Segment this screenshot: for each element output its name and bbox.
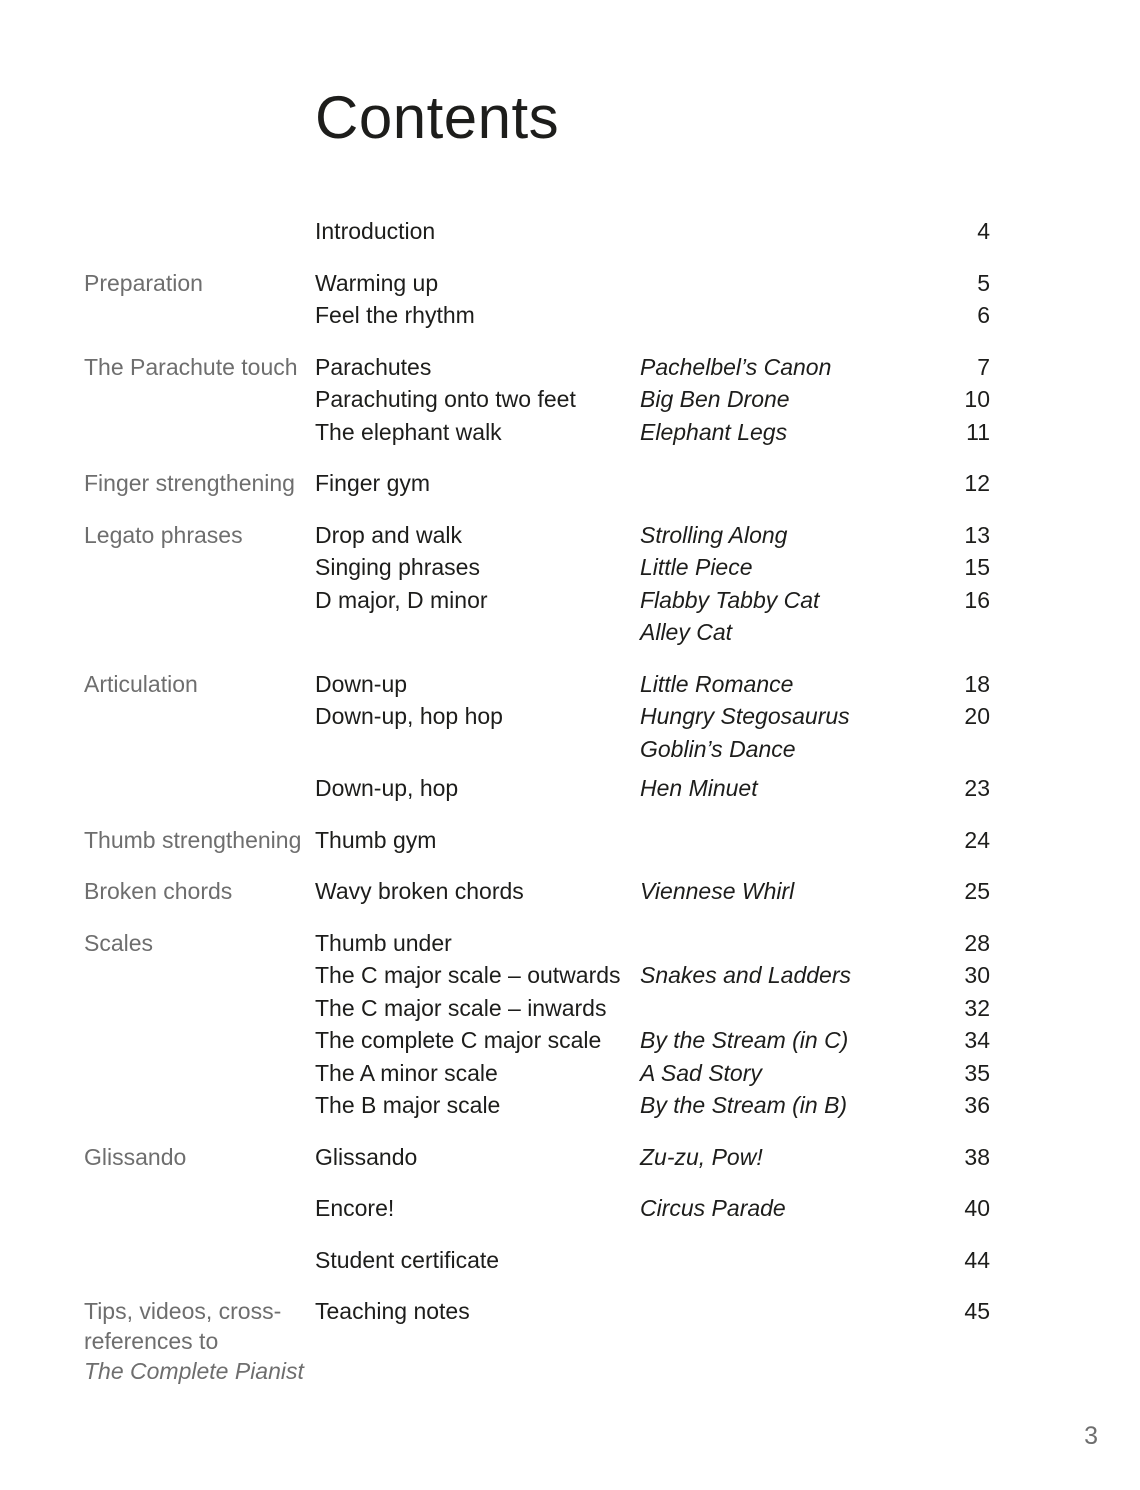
toc-entry	[315, 668, 990, 701]
toc-group	[84, 1141, 990, 1174]
entry-page: 10	[964, 386, 990, 412]
toc-entry	[315, 467, 990, 500]
entry-page: 4	[977, 218, 990, 244]
toc-entry	[315, 215, 990, 248]
entry-activity: Down-up	[315, 670, 408, 697]
entry-page: 15	[964, 554, 990, 580]
toc-entry	[315, 1192, 990, 1225]
toc-entry	[315, 992, 990, 1025]
entry-activity: D major, D minor	[315, 586, 488, 613]
group-category	[84, 519, 315, 550]
group-lines	[315, 215, 990, 248]
entry-page: 20	[964, 703, 990, 729]
entry-page: 5	[977, 269, 990, 296]
group-category-label: Thumb strengthening	[84, 826, 302, 853]
entry-activity: Glissando	[315, 1143, 418, 1170]
entry-activity: Feel the rhythm	[315, 302, 475, 328]
group-lines	[315, 467, 990, 500]
entry-activity: Parachuting onto two feet	[315, 386, 576, 412]
entry-page: 35	[964, 1059, 990, 1086]
entry-piece: Big Ben Drone	[640, 386, 790, 412]
entry-activity: The C major scale – inwards	[315, 994, 607, 1021]
group-lines	[315, 1192, 990, 1225]
entry-activity: Wavy broken chords	[315, 878, 524, 904]
group-lines	[315, 927, 990, 1122]
group-lines	[315, 1244, 990, 1277]
page-content	[84, 84, 990, 1405]
entry-piece: Snakes and Ladders	[640, 962, 851, 988]
entry-piece	[640, 267, 924, 300]
toc-entry	[315, 824, 990, 857]
entry-piece	[640, 467, 924, 500]
toc-entry	[315, 519, 990, 552]
entry-activity: Finger gym	[315, 470, 431, 496]
group-category	[84, 668, 315, 699]
entry-activity: The A minor scale	[315, 1059, 498, 1086]
entry-piece: By the Stream (in C)	[640, 1027, 849, 1053]
toc-entry	[315, 1244, 990, 1277]
entry-piece: Little Romance	[640, 670, 794, 697]
group-category-label: Legato phrases	[84, 521, 243, 548]
group-category	[84, 875, 315, 906]
entry-activity: Drop and walk	[315, 521, 463, 548]
entry-page: 36	[964, 1092, 990, 1118]
entry-page: 6	[977, 302, 990, 328]
entry-activity: The B major scale	[315, 1092, 501, 1118]
entry-piece	[640, 299, 924, 332]
group-lines	[315, 1141, 990, 1174]
page-title: Contents	[315, 84, 560, 151]
entry-page: 16	[964, 586, 990, 613]
entry-piece: Viennese Whirl	[640, 878, 795, 904]
group-category	[84, 215, 315, 216]
toc-group	[84, 668, 990, 805]
toc-entry	[315, 875, 990, 908]
entry-piece: A Sad Story	[640, 1059, 762, 1086]
group-category	[84, 1192, 315, 1193]
toc-entry	[315, 959, 990, 992]
entry-page: 7	[977, 353, 990, 380]
group-lines	[315, 668, 990, 805]
entry-activity: Encore!	[315, 1195, 395, 1221]
toc-entry	[315, 927, 990, 960]
entry-activity: Singing phrases	[315, 554, 480, 580]
toc-group	[84, 467, 990, 500]
group-category	[84, 1295, 315, 1386]
entry-piece: By the Stream (in B)	[640, 1092, 848, 1118]
toc-group	[84, 351, 990, 449]
toc-entry	[315, 1024, 990, 1057]
entry-page: 45	[964, 1298, 990, 1324]
entry-activity: The complete C major scale	[315, 1027, 602, 1053]
group-category-label: Tips, videos, cross-references to	[84, 1298, 282, 1354]
entry-piece: Pachelbel’s Canon	[640, 353, 832, 380]
toc-group	[84, 875, 990, 908]
toc-entry	[315, 1141, 990, 1174]
entry-piece: Little Piece	[640, 554, 753, 580]
entry-piece: Alley Cat	[640, 619, 733, 645]
toc-group	[84, 215, 990, 248]
toc-group	[84, 927, 990, 1122]
entry-activity: Student certificate	[315, 1246, 500, 1273]
toc-group	[84, 1295, 990, 1386]
entry-page: 24	[964, 826, 990, 853]
group-lines	[315, 519, 990, 649]
group-category-label: Finger strengthening	[84, 470, 295, 496]
group-category	[84, 351, 315, 382]
toc-entry	[315, 383, 990, 416]
toc-group	[84, 1192, 990, 1225]
entry-piece	[640, 927, 924, 960]
group-category-label: Scales	[84, 929, 154, 956]
entry-page: 12	[964, 470, 990, 496]
entry-page: 18	[964, 670, 990, 697]
group-category	[84, 1141, 315, 1172]
toc-entry	[315, 1295, 990, 1328]
entry-activity	[315, 733, 640, 766]
entry-piece: Flabby Tabby Cat	[640, 586, 820, 613]
group-category	[84, 824, 315, 855]
entry-piece	[640, 824, 924, 857]
toc-entry	[315, 351, 990, 384]
entry-piece: Hungry Stegosaurus	[640, 703, 850, 729]
toc-entry	[315, 1057, 990, 1090]
entry-activity: Down-up, hop hop	[315, 703, 503, 729]
group-lines	[315, 824, 990, 857]
entry-activity: Introduction	[315, 218, 436, 244]
group-category	[84, 1244, 315, 1245]
entry-piece: Strolling Along	[640, 521, 788, 548]
toc-entry	[315, 733, 990, 766]
toc-group	[84, 519, 990, 649]
entry-page: 23	[964, 775, 990, 801]
entry-page: 40	[964, 1195, 990, 1221]
entry-page: 13	[964, 521, 990, 548]
toc-group	[84, 1244, 990, 1277]
entry-activity: Teaching notes	[315, 1298, 470, 1324]
group-lines	[315, 351, 990, 449]
group-category-label: The Parachute touch	[84, 353, 298, 380]
toc-entry	[315, 584, 990, 617]
entry-piece	[640, 992, 924, 1025]
entry-piece: Goblin’s Dance	[640, 735, 796, 762]
entry-activity	[315, 616, 640, 649]
entry-activity: Parachutes	[315, 353, 432, 380]
group-category-label: Articulation	[84, 670, 198, 697]
group-category-italic-label: The Complete Pianist	[84, 1358, 304, 1384]
group-category	[84, 467, 315, 498]
entry-piece: Elephant Legs	[640, 418, 788, 445]
toc	[84, 215, 990, 1386]
toc-entry	[315, 772, 990, 805]
group-category-label: Preparation	[84, 269, 203, 296]
entry-page: 25	[964, 878, 990, 904]
entry-page: 11	[966, 418, 990, 445]
entry-page	[924, 733, 990, 766]
entry-page: 30	[964, 962, 990, 988]
entry-piece	[640, 215, 924, 248]
toc-entry	[315, 616, 990, 649]
toc-group	[84, 267, 990, 332]
entry-page: 34	[964, 1027, 990, 1053]
entry-piece: Hen Minuet	[640, 775, 758, 801]
toc-entry	[315, 299, 990, 332]
entry-page: 32	[964, 994, 990, 1021]
entry-activity: The elephant walk	[315, 418, 502, 445]
entry-activity: Thumb under	[315, 929, 452, 956]
group-category-label: Broken chords	[84, 878, 233, 904]
entry-activity: Down-up, hop	[315, 775, 459, 801]
entry-activity: Thumb gym	[315, 826, 437, 853]
toc-entry	[315, 1089, 990, 1122]
entry-piece	[640, 1295, 924, 1328]
entry-page: 28	[964, 929, 990, 956]
entry-page: 38	[964, 1143, 990, 1170]
toc-entry	[315, 416, 990, 449]
toc-group	[84, 824, 990, 857]
group-category	[84, 927, 315, 958]
entry-piece: Circus Parade	[640, 1195, 786, 1221]
entry-activity: Warming up	[315, 269, 439, 296]
page-number: 3	[1084, 1422, 1098, 1450]
group-lines	[315, 1295, 990, 1328]
entry-page	[924, 616, 990, 649]
group-lines	[315, 875, 990, 908]
group-category	[84, 267, 315, 298]
group-lines	[315, 267, 990, 332]
entry-page: 44	[964, 1246, 990, 1273]
group-category-label: Glissando	[84, 1143, 187, 1170]
entry-activity: The C major scale – outwards	[315, 962, 621, 988]
entry-piece: Zu-zu, Pow!	[640, 1143, 763, 1170]
toc-entry	[315, 700, 990, 733]
toc-entry	[315, 551, 990, 584]
toc-entry	[315, 267, 990, 300]
entry-piece	[640, 1244, 924, 1277]
